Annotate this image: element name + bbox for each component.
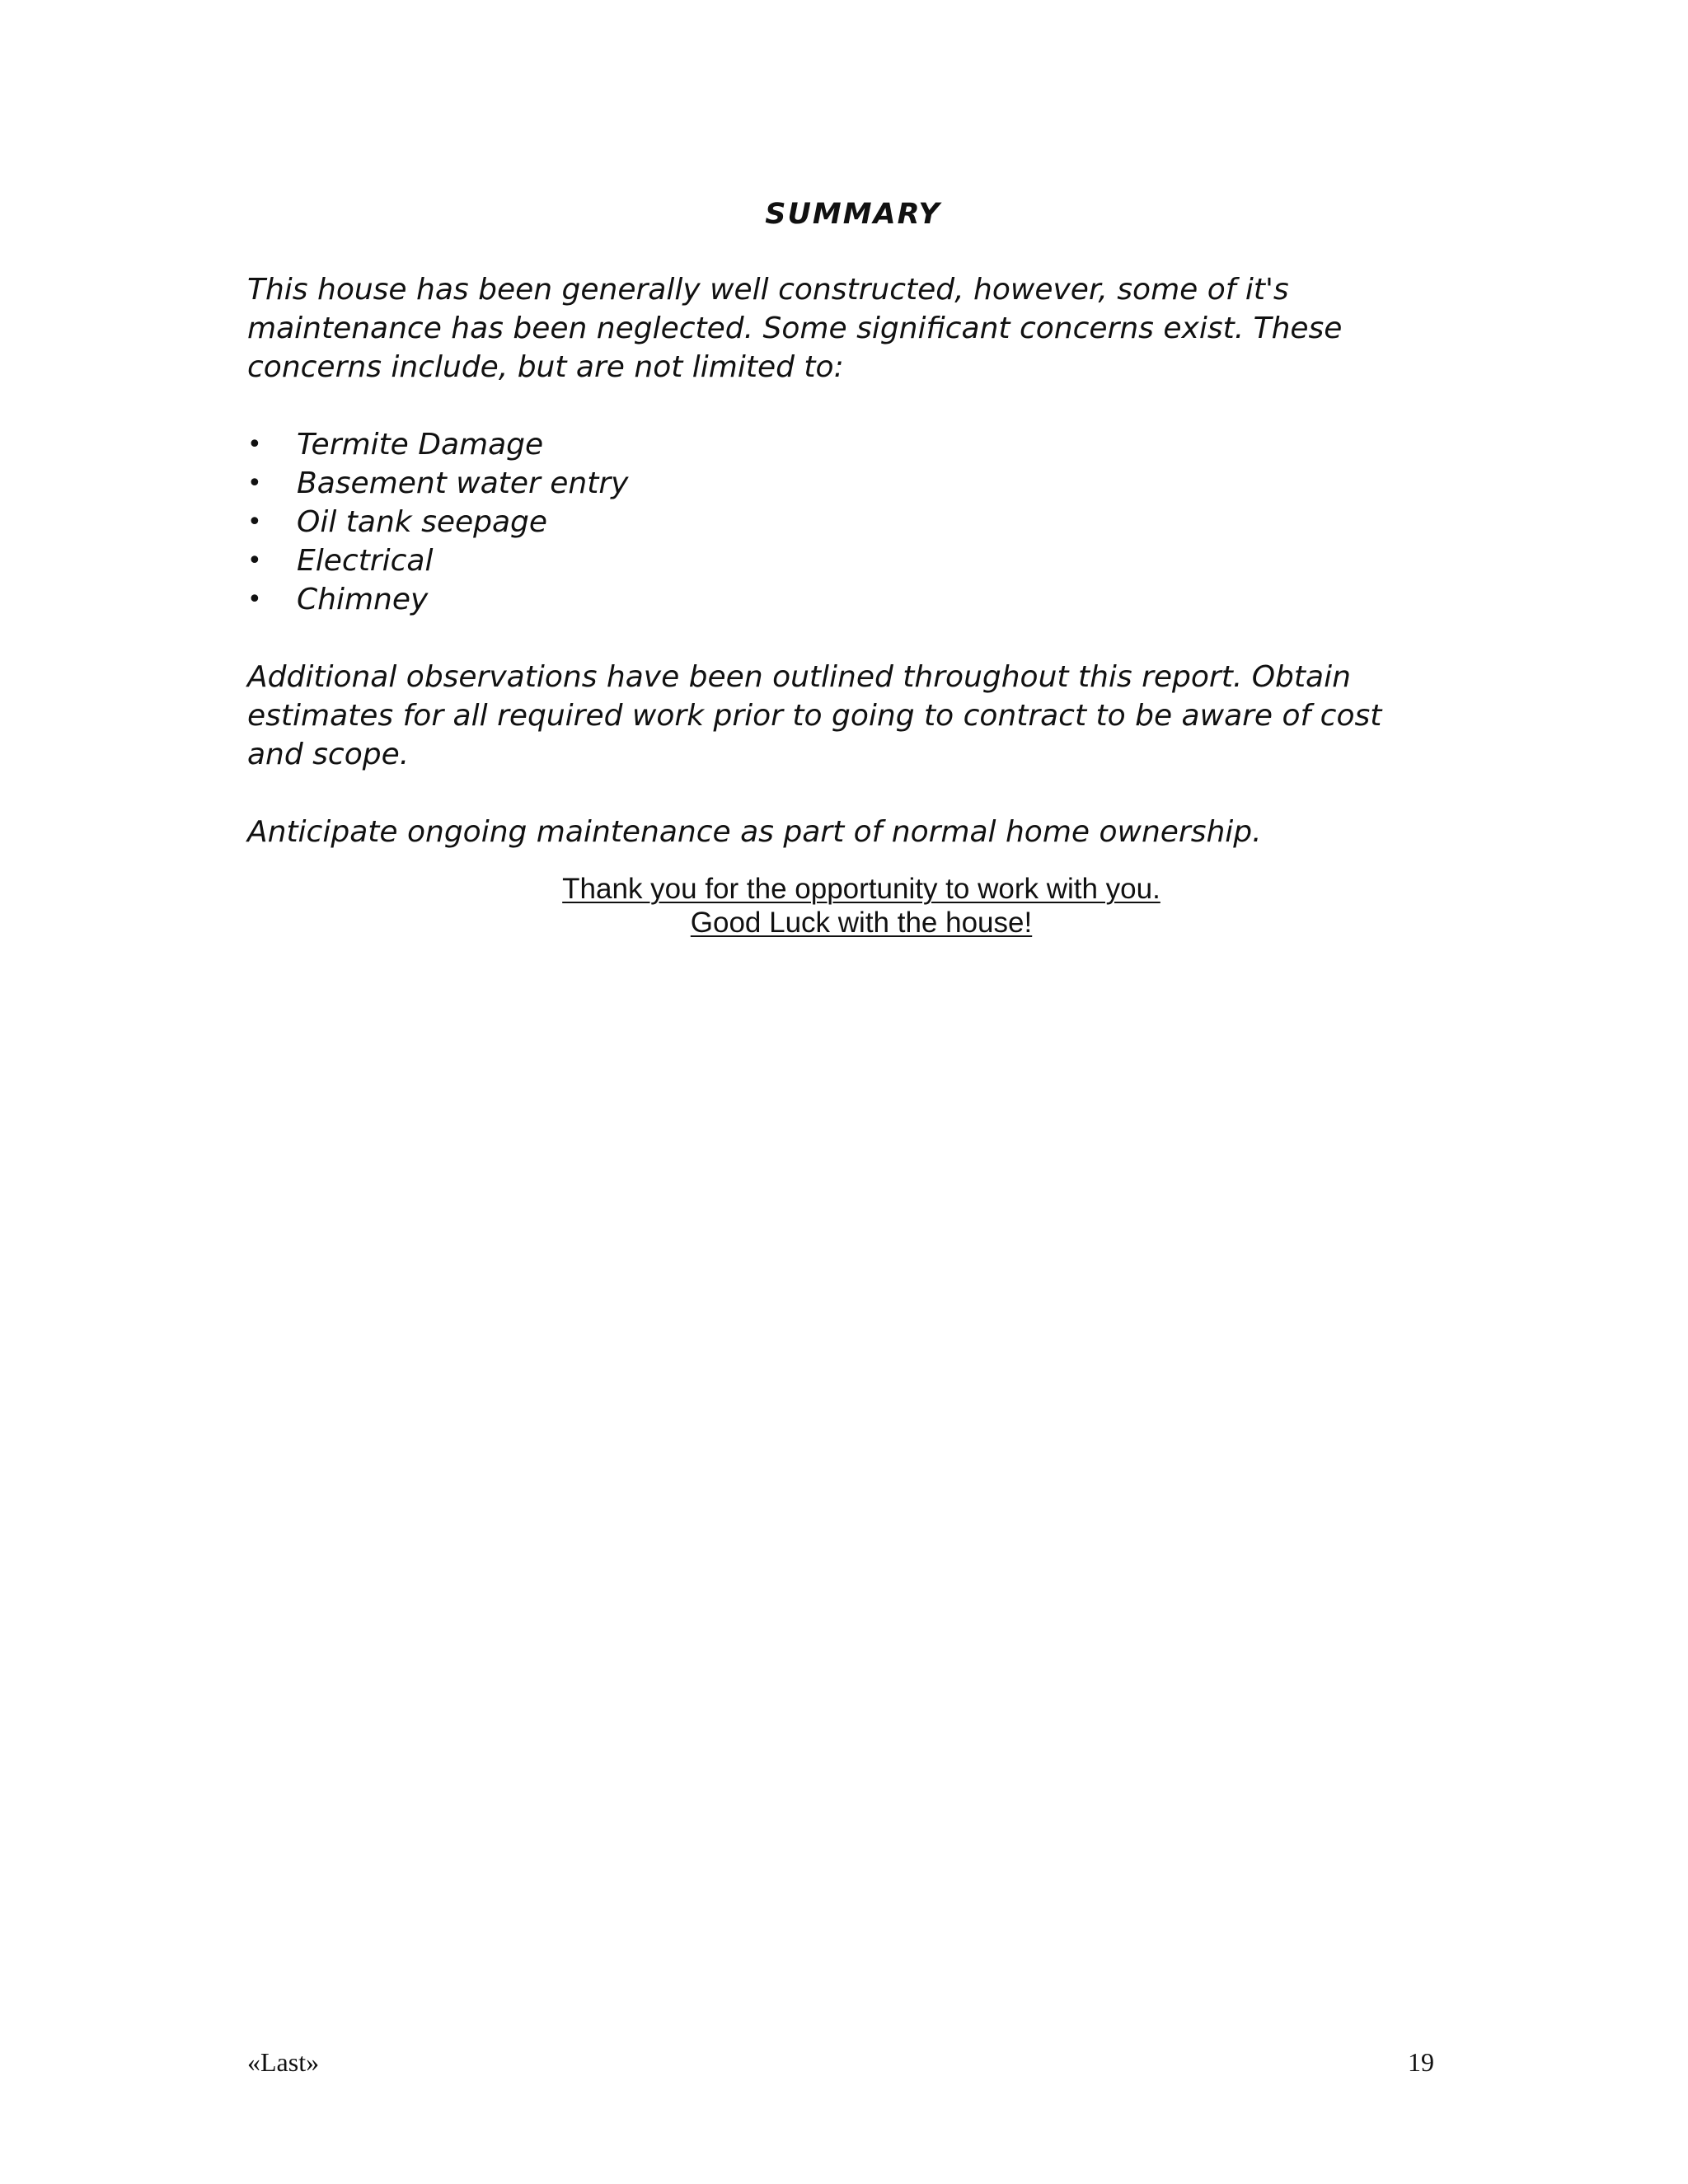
list-item: • Chimney xyxy=(247,580,1442,619)
bullet-icon: • xyxy=(247,508,262,537)
thanks-line-2: Good Luck with the house! xyxy=(690,907,1033,939)
anticipate-paragraph: Anticipate ongoing maintenance as part of normal home ownership. xyxy=(247,815,1262,849)
bullet-icon: • xyxy=(247,469,262,498)
list-item: • Oil tank seepage xyxy=(247,503,1442,541)
concerns-list xyxy=(247,425,1442,619)
bullet-icon: • xyxy=(247,585,262,614)
list-item: • Electrical xyxy=(247,541,1442,580)
document-content xyxy=(247,198,1442,851)
list-item: • Termite Damage xyxy=(247,425,1442,464)
thanks-message xyxy=(247,872,1459,940)
bullet-icon: • xyxy=(247,430,262,459)
footer-left-field: «Last» xyxy=(247,2047,320,2077)
page-title: SUMMARY xyxy=(765,198,941,231)
thanks-line-1: Thank you for the opportunity to work with you. xyxy=(562,873,1160,905)
additional-paragraph: Additional observations have been outlined throughout this report. Obtain estimates for all required work prior to going to contract to be aware of cost and scope. xyxy=(247,660,1382,771)
bullet-icon: • xyxy=(247,546,262,575)
intro-paragraph: This house has been generally well constructed, however, some of it's maintenance has been neglected. Some significant concerns exist. These concerns include, but are not limited to: xyxy=(247,273,1343,384)
list-item: • Basement water entry xyxy=(247,464,1442,503)
page-number: 19 xyxy=(1408,2047,1434,2077)
